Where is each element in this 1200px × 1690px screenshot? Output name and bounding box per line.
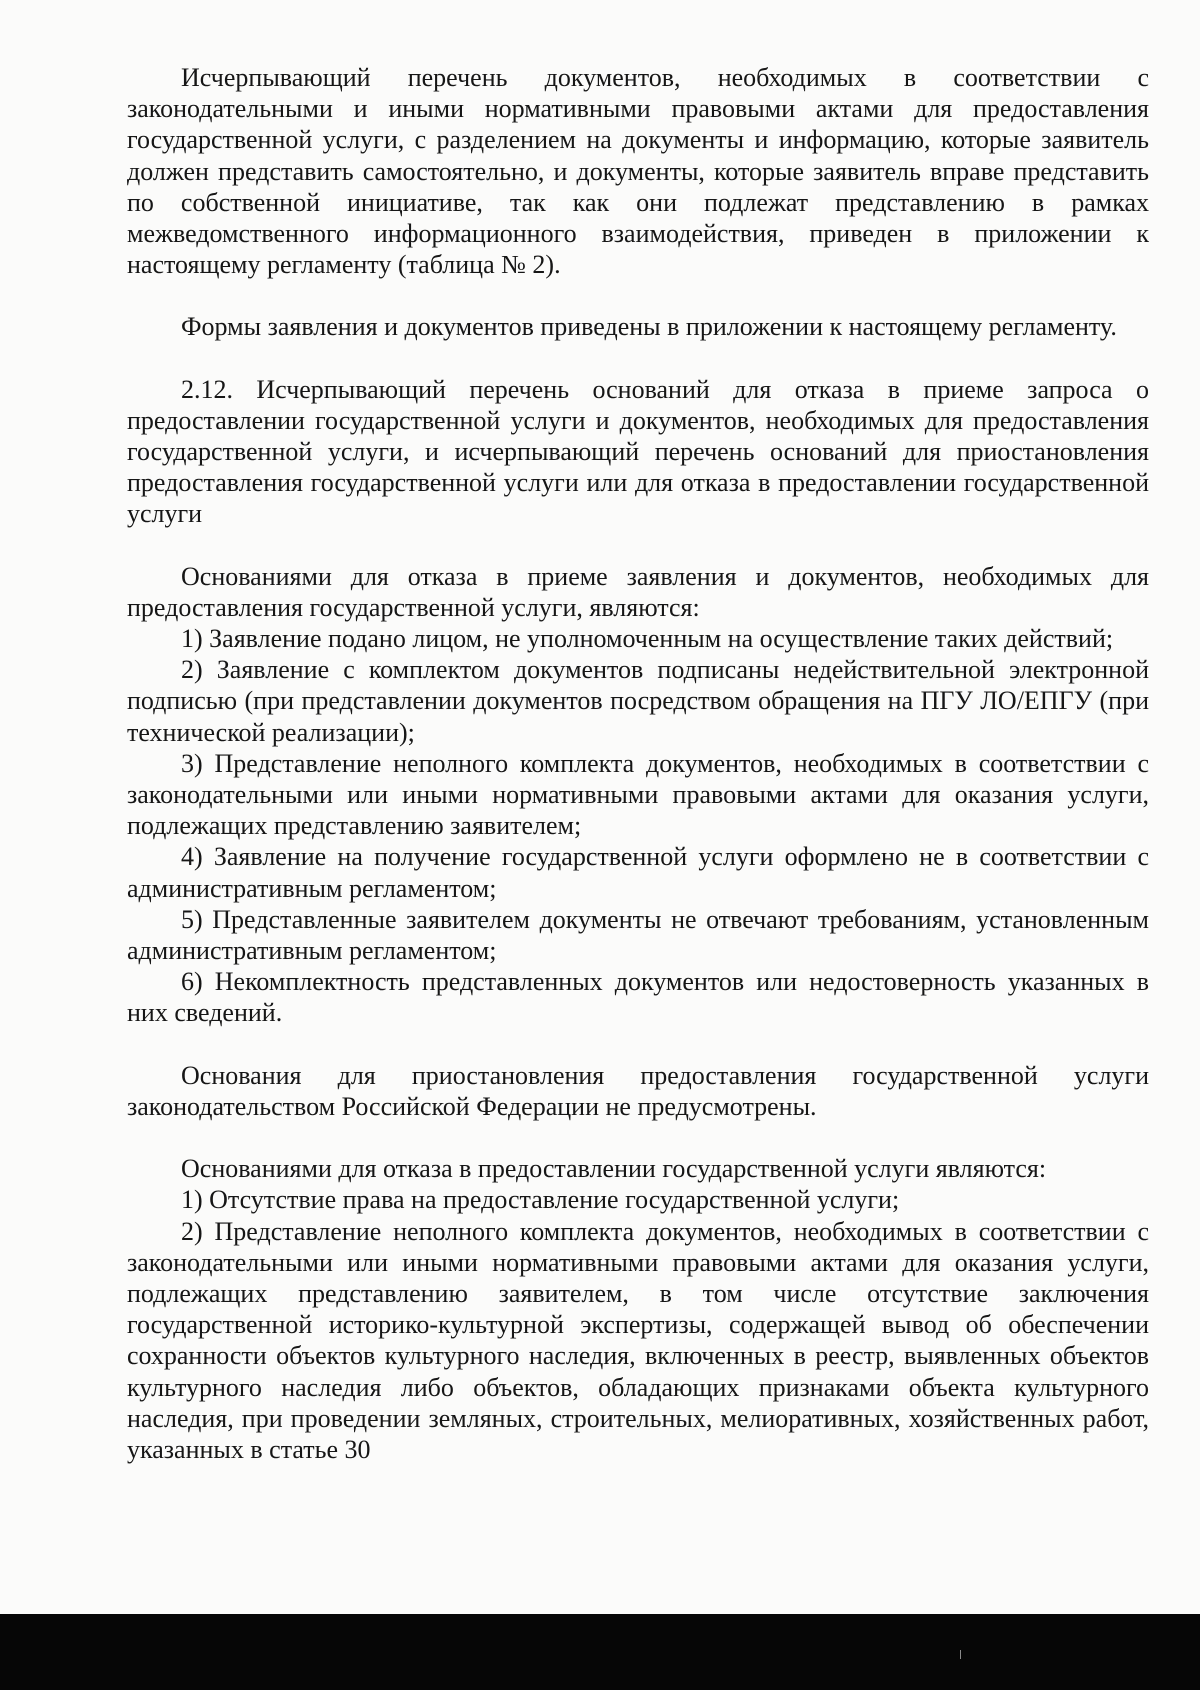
paragraph-suspension-grounds: Основания для приостановления предоставления государственной услуги законодательством Российской Федерации не предусмотрены. (127, 1060, 1149, 1121)
list-item: 5) Представленные заявителем документы не отвечают требованиям, установленным административным регламентом; (127, 904, 1149, 966)
list-item: 2) Заявление с комплектом документов подписаны недействительной электронной подписью (при представлении документов посредством обращения на ПГУ ЛО/ЕПГУ (при технической реализации); (127, 655, 1149, 747)
scan-bottom-border (0, 1614, 1200, 1690)
document-body (127, 62, 1149, 1465)
list-item: 2) Представление неполного комплекта документов, необходимых в соответствии с законодательными или иными нормативными правовыми актами для оказания услуги, подлежащих представлению заявителем, в том числе отсутствие заключения государственной историко-культурной экспертизы, содержащей вывод об обеспечении сохранности объектов культурного наследия, включенных в реестр, выявленных объектов культурного наследия либо объектов, обладающих признаками объекта культурного наследия, при проведении земляных, строительных, мелиоративных, хозяйственных работ, указанных в статье 30 (127, 1216, 1149, 1464)
list-item: 3) Представление неполного комплекта документов, необходимых в соответствии с законодательными или иными нормативными правовыми актами для оказания услуги, подлежащих представлению заявителем; (127, 748, 1149, 841)
list-item: 1) Заявление подано лицом, не уполномоченным на осуществление таких действий; (181, 624, 1114, 654)
paragraph-refusal-grounds-intake: Основаниями для отказа в приеме заявления и документов, необходимых для предоставления государственной услуги, являются: (127, 561, 1149, 622)
section-heading-2-12: 2.12. Исчерпывающий перечень оснований для отказа в приеме запроса о предоставлении государственной услуги и документов, необходимых для предоставления государственной услуги, и исчерпывающий перечень оснований для приостановления предоставления государственной услуги или для отказа в предоставлении государственной услуги (127, 374, 1149, 529)
list-item: 4) Заявление на получение государственной услуги оформлено не в соответствии с административным регламентом; (127, 842, 1149, 903)
list-item: 6) Некомплектность представленных документов или недостоверность указанных в них сведений. (127, 967, 1149, 1028)
paragraph-refusal-grounds-service: Основаниями для отказа в предоставлении государственной услуги являются: (181, 1154, 1047, 1184)
list-item: 1) Отсутствие права на предоставление государственной услуги; (181, 1185, 900, 1215)
scan-artifact (960, 1650, 961, 1659)
paragraph-forms: Формы заявления и документов приведены в приложении к настоящему регламенту. (181, 312, 1117, 342)
paragraph-exhaustive-list: Исчерпывающий перечень документов, необходимых в соответствии с законодательными и иными нормативными правовыми актами для предоставления государственной услуги, с разделением на документы и информацию, которые заявитель должен представить самостоятельно, и документы, которые заявитель вправе представить по собственной инициативе, так как они подлежат представлению в рамках межведомственного информационного взаимодействия, приведен в приложении к настоящему регламенту (таблица № 2). (127, 63, 1149, 280)
